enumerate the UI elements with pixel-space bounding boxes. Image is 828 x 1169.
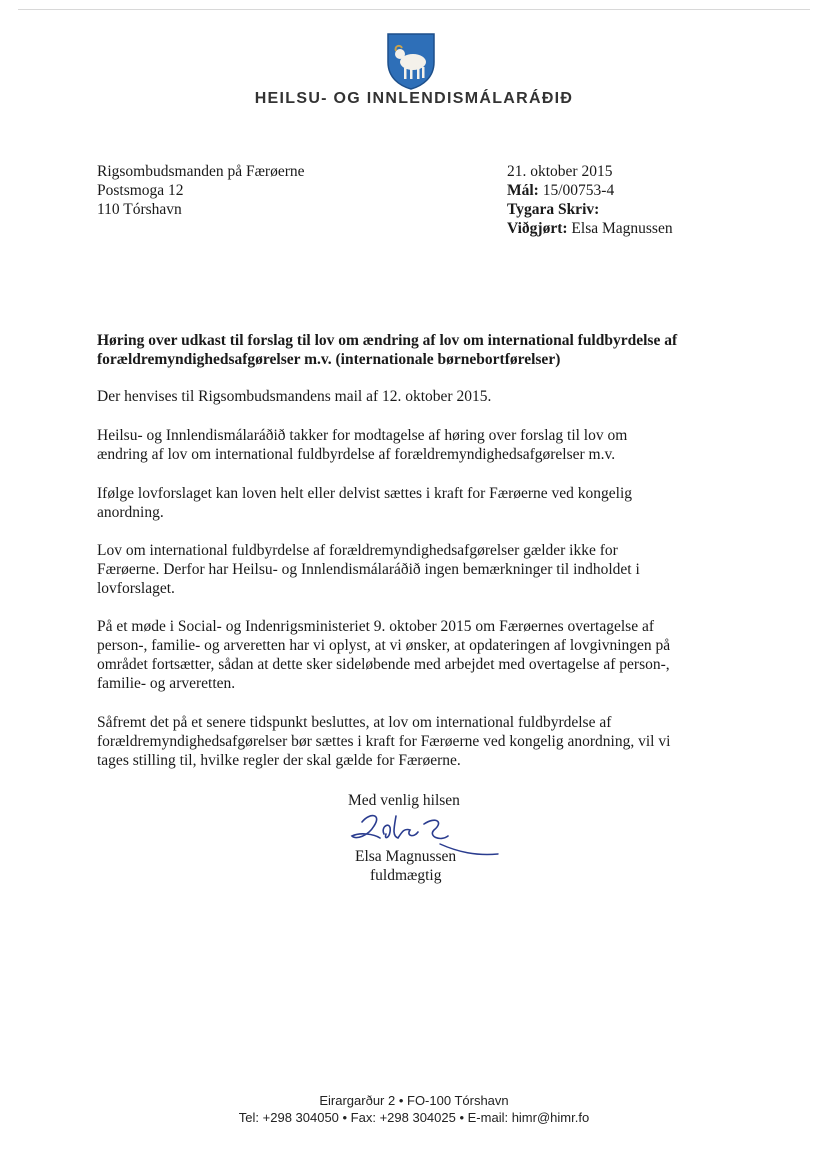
reference-label: Tygara Skriv:: [507, 201, 600, 218]
case-handler: [507, 219, 673, 238]
ministry-name: HEILSU- OG INNLENDISMÁLARÁÐIÐ: [254, 90, 574, 107]
handler-label: Viðgjørt:: [507, 220, 568, 237]
letter-date: 21. oktober 2015: [507, 163, 613, 180]
paragraph-line: lovforslaget.: [97, 580, 175, 597]
letter-footer: [0, 1092, 828, 1126]
recipient-street: Postsmoga 12: [97, 182, 184, 199]
body-paragraph: [97, 484, 737, 522]
paragraph-line: forældremyndighedsafgørelser bør sættes i kraft for Færøerne ved kongelig anordning, vil vi: [97, 733, 671, 750]
body-paragraph: [97, 713, 737, 770]
paragraph-line: person-, familie- og arveretten har vi oplyst, at vi ønsker, at opdateringen af lovgivningen på: [97, 637, 671, 654]
recipient-address: [97, 162, 305, 219]
paragraph-line: På et møde i Social- og Indenrigsministeriet 9. oktober 2015 om Færøernes overtagelse af: [97, 618, 655, 635]
body-paragraph: [97, 541, 737, 598]
signer-name: Elsa Magnussen: [355, 848, 457, 865]
case-value: 15/00753-4: [542, 182, 615, 199]
paragraph-line: Lov om international fuldbyrdelse af forældremyndighedsafgørelser gælder ikke for: [97, 542, 618, 559]
body-paragraph: [97, 387, 737, 406]
subject-line: forældremyndighedsafgørelser m.v. (internationale børnebortførelser): [97, 351, 561, 368]
your-reference: [507, 200, 673, 219]
paragraph-line: Ifølge lovforslaget kan loven helt eller delvist sættes i kraft for Færøerne ved kongelig: [97, 485, 633, 502]
signer-title: fuldmægtig: [370, 867, 442, 884]
body-paragraph: [97, 617, 737, 693]
closing-greeting: Med venlig hilsen: [348, 792, 460, 809]
footer-contact: Tel: +298 304050 • Fax: +298 304025 • E-mail: himr@himr.fo: [238, 1110, 590, 1125]
paragraph-line: tages stilling til, hvilke regler der skal gælde for Færøerne.: [97, 752, 461, 769]
paragraph-line: familie- og arveretten.: [97, 675, 236, 692]
letter-subject: [97, 331, 737, 369]
paragraph-line: Heilsu- og Innlendismálaráðið takker for modtagelse af høring over forslag til lov om: [97, 427, 628, 444]
paragraph-line: ændring af lov om international fuldbyrdelse af forældremyndighedsafgørelser m.v.: [97, 446, 616, 463]
top-divider: [18, 9, 810, 10]
handler-value: Elsa Magnussen: [571, 220, 673, 237]
recipient-city: 110 Tórshavn: [97, 201, 182, 218]
case-number: [507, 181, 673, 200]
footer-address: Eirargarður 2 • FO-100 Tórshavn: [319, 1093, 509, 1108]
body-paragraph: [97, 426, 737, 464]
case-label: Mál:: [507, 182, 539, 199]
paragraph-line: Der henvises til Rigsombudsmandens mail af 12. oktober 2015.: [97, 388, 492, 405]
paragraph-line: Såfremt det på et senere tidspunkt besluttes, at lov om international fuldbyrdelse af: [97, 714, 612, 731]
paragraph-line: anordning.: [97, 504, 164, 521]
subject-line: Høring over udkast til forslag til lov om ændring af lov om international fuldbyrdelse af: [97, 332, 678, 349]
paragraph-line: Færøerne. Derfor har Heilsu- og Innlendismálaráðið ingen bemærkninger til indholdet i: [97, 561, 640, 578]
recipient-name: Rigsombudsmanden på Færøerne: [97, 163, 305, 180]
ram-crest-icon: [386, 32, 436, 90]
paragraph-line: området fortsætter, sådan at dette sker sideløbende med arbejdet med overtagelse af person-,: [97, 656, 670, 673]
letter-meta: [507, 162, 673, 238]
